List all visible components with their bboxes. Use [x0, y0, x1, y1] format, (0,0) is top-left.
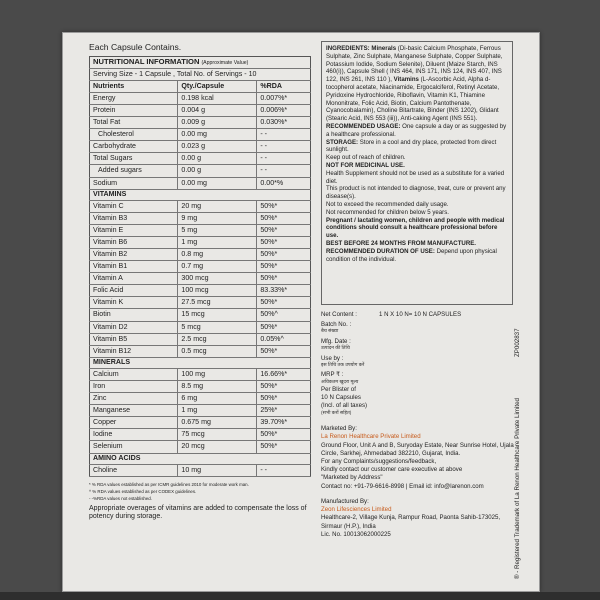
health-supplement-note: Health Supplement should not be used as a substitute for a varied diet. [326, 169, 505, 185]
nutrient-rda: 50%* [257, 224, 311, 236]
nutrient-qty: 0.8 mg [178, 249, 257, 261]
pack-details [321, 311, 521, 539]
nutrient-qty: 0.00 mg [178, 177, 257, 189]
nutrient-name: Zinc [90, 393, 178, 405]
use-by: Use by : इस तिथि तक उपयोग करें [321, 354, 365, 368]
nutrient-qty: 9 mg [178, 212, 257, 224]
nutrient-qty: 0.00 g [178, 153, 257, 165]
table-row [90, 429, 311, 441]
pregnant-warning: Pregnant / lactating women, children and people with medical conditions should consult a healthcare professional before use. [326, 216, 505, 240]
not-exceed-note: Not to exceed the recommended daily usage. [326, 200, 449, 208]
mrp: MRP ₹ : अधिकतम खुदरा मूल्य Per Blister of 10 N Capsules (Incl. of all taxes) (सभी करों सहित) [321, 371, 368, 416]
licence-no: Lic. No. 10013062000225 [321, 530, 391, 538]
nutrient-qty: 75 mcg [178, 429, 257, 441]
nutrient-name: Vitamin A [90, 273, 178, 285]
nutrient-rda: 0.00*% [257, 177, 311, 189]
ingredients-text: INGREDIENTS: Minerals (Di-basic Calcium Phosphate, Ferrous Sulphate, Zinc Sulphate, Manganese Sulphate, Copper Sulphate, Potassium Iodide, Sodium Selenite), Diluent (Maize Starch, INS 460(i)), Capsule Shell ( INS 464, INS 171, INS 124, INS 407, INS 122, INS 261, INS 110 ), Vitamins (L-Ascorbic Acid, Alpha d-tocopherol acetate, Niacinamide, Ergocalciferol, Retinyl Acetate, Pyridoxine Hydrochloride, Riboflavin, Vitamin K1, Thiamine Mononitrate, Folic Acid, Biotin, Calcium Pantothenate, Cyanocobalamin), Choline Bitartrate, Binder (INS 1202), Glidant (Stearic Acid, INS 553 (iii)), Anti-caking Agent (INS 551). [326, 45, 503, 123]
nutrient-qty: 0.5 mcg [178, 345, 257, 357]
table-row [90, 380, 311, 392]
nutrient-name: Vitamin B5 [90, 333, 178, 345]
nutrient-qty: 0.009 g [178, 117, 257, 129]
nutrient-qty: 100 mcg [178, 285, 257, 297]
nutrient-rda: - - [257, 464, 311, 476]
nutrient-rda: - - [257, 153, 311, 165]
footnote-not-established: - -%RDA values not established. [89, 495, 152, 501]
table-row [90, 285, 311, 297]
contact-line: Contact no: +91-79-6616-8998 | Email id: info@larenon.com [321, 482, 484, 490]
table-row [90, 117, 311, 129]
nutrient-qty: 0.00 g [178, 165, 257, 177]
section-row [90, 189, 311, 200]
marketer-name: La Renon Healthcare Private Limited [321, 433, 421, 441]
duration-of-use: RECOMMENDED DURATION OF USE: Depend upon physical condition of the individual. [326, 247, 497, 263]
nutrition-table [89, 56, 311, 477]
nutrient-qty: 300 mcg [178, 273, 257, 285]
nutrient-name: Copper [90, 417, 178, 429]
nutrient-rda: 39.70%* [257, 417, 311, 429]
nutrition-column [89, 41, 311, 522]
nutrient-rda: 50%* [257, 236, 311, 248]
nutrient-qty: 8.5 mg [178, 380, 257, 392]
marketer-address: Ground Floor, Unit A and B, Suryoday Estate, Near Sunrise Hotel, Ujala Circle, Sarkhej, Ahmedabad 382210, Gujarat, India. [321, 441, 514, 457]
nutrient-name: Protein [90, 104, 178, 116]
table-row [90, 405, 311, 417]
not-children-note: Not recommended for children below 5 years. [326, 208, 449, 216]
nutrient-name: Iodine [90, 429, 178, 441]
nutrient-qty: 0.00 mg [178, 129, 257, 141]
nutrient-rda: 0.05%^ [257, 333, 311, 345]
nutrient-qty: 1 mg [178, 236, 257, 248]
nutrient-qty: 1 mg [178, 405, 257, 417]
col-nutrients: Nutrients [90, 80, 178, 92]
col-qty: Qty./Capsule [178, 80, 257, 92]
nutrient-name: Added sugars [90, 165, 178, 177]
nutrient-rda: 25%* [257, 405, 311, 417]
recommended-usage: RECOMMENDED USAGE: One capsule a day or as suggested by a healthcare professional. [326, 122, 507, 138]
nutrient-rda: - - [257, 129, 311, 141]
nutrition-title-note: (Approximate Value) [201, 60, 249, 67]
mfg-date: Mfg. Date : उत्पादन की तिथि [321, 337, 351, 352]
product-code: ZP002837 [514, 328, 521, 357]
marketed-by: Marketed By: La Renon Healthcare Private Limited Ground Floor, Unit A and B, Suryoday Estate, Near Sunrise Hotel, Ujala Circle, Sarkhej, Ahmedabad 382210, Gujarat, India. For any Complaints/suggestions/feedback, Kindly contact our customer care executive at above "Marketed by Address" Contact no: +91-79-6616-8998 | Email id: info@larenon.com [321, 425, 521, 491]
nutrient-rda: 50%* [257, 380, 311, 392]
table-row [90, 224, 311, 236]
nutrient-qty: 5 mcg [178, 321, 257, 333]
nutrient-qty: 10 mg [178, 464, 257, 476]
footnote-icmr: * % RDA values established as per ICMR guidelines 2010 for moderate work man. [89, 481, 249, 487]
footnotes [89, 481, 311, 502]
nutrient-rda: 50%* [257, 393, 311, 405]
batch-no: Batch No. : बैच संख्या [321, 321, 352, 335]
bottom-shadow [0, 592, 600, 600]
nutrient-name: Vitamin B1 [90, 261, 178, 273]
best-before: BEST BEFORE 24 MONTHS FROM MANUFACTURE. [326, 239, 476, 247]
table-row [90, 153, 311, 165]
nutrient-name: Carbohydrate [90, 141, 178, 153]
table-row [90, 141, 311, 153]
nutrient-name: Total Sugars [90, 153, 178, 165]
table-row [90, 441, 311, 453]
nutrient-name: Vitamin E [90, 224, 178, 236]
nutrient-rda: 50%* [257, 297, 311, 309]
nutrient-qty: 0.675 mg [178, 417, 257, 429]
table-row [90, 309, 311, 321]
each-capsule-header: Each Capsule Contains. [89, 42, 182, 52]
section-row [90, 357, 311, 368]
nutrient-rda: 50%* [257, 273, 311, 285]
nutrient-name: Vitamin D2 [90, 321, 178, 333]
nutrient-rda: - - [257, 141, 311, 153]
nutrient-qty: 0.004 g [178, 104, 257, 116]
nutrient-qty: 15 mcg [178, 309, 257, 321]
table-row [90, 297, 311, 309]
table-row [90, 417, 311, 429]
table-row [90, 165, 311, 177]
nutrient-rda: 50%* [257, 345, 311, 357]
nutrient-name: Cholesterol [90, 129, 178, 141]
table-row [90, 249, 311, 261]
ingredients-box [321, 41, 513, 305]
table-row [90, 177, 311, 189]
nutrient-qty: 0.7 mg [178, 261, 257, 273]
table-row [90, 129, 311, 141]
nutrient-qty: 20 mg [178, 200, 257, 212]
nutrient-rda: 50%* [257, 429, 311, 441]
nutrient-name: Energy [90, 92, 178, 104]
table-header-row [90, 80, 311, 92]
section-label: VITAMINS [90, 189, 311, 200]
nutrient-rda: 50%* [257, 212, 311, 224]
col-rda: %RDA [257, 80, 311, 92]
table-row [90, 200, 311, 212]
nutrient-rda: 0.006%* [257, 104, 311, 116]
footnote-codex: ^ % RDA values established as per CODEX guidelines. [89, 488, 197, 494]
nutrient-name: Vitamin B2 [90, 249, 178, 261]
nutrient-rda: 83.33%* [257, 285, 311, 297]
table-row [90, 464, 311, 476]
nutrient-qty: 20 mcg [178, 441, 257, 453]
nutrient-rda: 50%* [257, 249, 311, 261]
nutrient-rda: 50%* [257, 441, 311, 453]
overage-note: Appropriate overages of vitamins are added to compensate the loss of potency during storage. [89, 504, 307, 521]
table-row [90, 104, 311, 116]
nutrient-rda: 16.66%* [257, 368, 311, 380]
not-medicinal: NOT FOR MEDICINAL USE. [326, 161, 405, 169]
table-row [90, 345, 311, 357]
keep-out: Keep out of reach of children. [326, 154, 406, 162]
table-row [90, 212, 311, 224]
table-row [90, 236, 311, 248]
nutrient-name: Biotin [90, 309, 178, 321]
table-row [90, 321, 311, 333]
nutrient-name: Folic Acid [90, 285, 178, 297]
vertical-text [514, 283, 524, 583]
carton-panel [62, 32, 540, 592]
nutrient-rda: 50%^ [257, 309, 311, 321]
nutrient-name: Iron [90, 380, 178, 392]
section-label: AMINO ACIDS [90, 453, 311, 464]
net-content: Net Content : 1 N X 10 N= 10 N CAPSULES [321, 311, 462, 318]
table-row [90, 333, 311, 345]
nutrient-name: Selenium [90, 441, 178, 453]
nutrient-name: Vitamin C [90, 200, 178, 212]
manufacturer-name: Zeon Lifesciences Limited [321, 506, 392, 514]
nutrient-name: Total Fat [90, 117, 178, 129]
nutrient-name: Choline [90, 464, 178, 476]
nutrient-rda: 0.030%* [257, 117, 311, 129]
nutrient-name: Calcium [90, 368, 178, 380]
nutrient-name: Vitamin B6 [90, 236, 178, 248]
nutrient-name: Sodium [90, 177, 178, 189]
nutrient-name: Manganese [90, 405, 178, 417]
nutrient-name: Vitamin B3 [90, 212, 178, 224]
nutrient-rda: 50%* [257, 200, 311, 212]
nutrient-rda: - - [257, 165, 311, 177]
section-label: MINERALS [90, 357, 311, 368]
nutrient-rda: 0.007%* [257, 92, 311, 104]
nutrition-title: NUTRITIONAL INFORMATION [93, 57, 200, 67]
table-row [90, 273, 311, 285]
manufactured-by: Manufactured By: Zeon Lifesciences Limited Healthcare-2, Village Kunja, Rampur Road, Paonta Sahib-173025, Sirmaur (H.P.), India Lic. No. 10013062000225 [321, 498, 521, 539]
nutrient-qty: 0.198 kcal [178, 92, 257, 104]
serving-info: Serving Size - 1 Capsule , Total No. of Servings - 10 [90, 68, 311, 80]
trademark-notice: ® - Registered Trademark of La Renon Healthcare Private Limited [514, 398, 521, 579]
nutrient-name: Vitamin B12 [90, 345, 178, 357]
table-row [90, 393, 311, 405]
nutrient-qty: 5 mg [178, 224, 257, 236]
table-row [90, 92, 311, 104]
nutrient-qty: 6 mg [178, 393, 257, 405]
nutrient-rda: 50%* [257, 321, 311, 333]
nutrient-qty: 27.5 mcg [178, 297, 257, 309]
table-row [90, 261, 311, 273]
nutrient-rda: 50%* [257, 261, 311, 273]
nutrient-name: Vitamin K [90, 297, 178, 309]
section-row [90, 453, 311, 464]
nutrient-qty: 0.023 g [178, 141, 257, 153]
not-intended-note: This product is not intended to diagnose, treat, cure or prevent any disease(s). [326, 185, 506, 201]
nutrient-qty: 100 mg [178, 368, 257, 380]
nutrient-qty: 2.5 mcg [178, 333, 257, 345]
table-row [90, 368, 311, 380]
storage: STORAGE: Store in a cool and dry place, protected from direct sunlight. [326, 138, 497, 154]
